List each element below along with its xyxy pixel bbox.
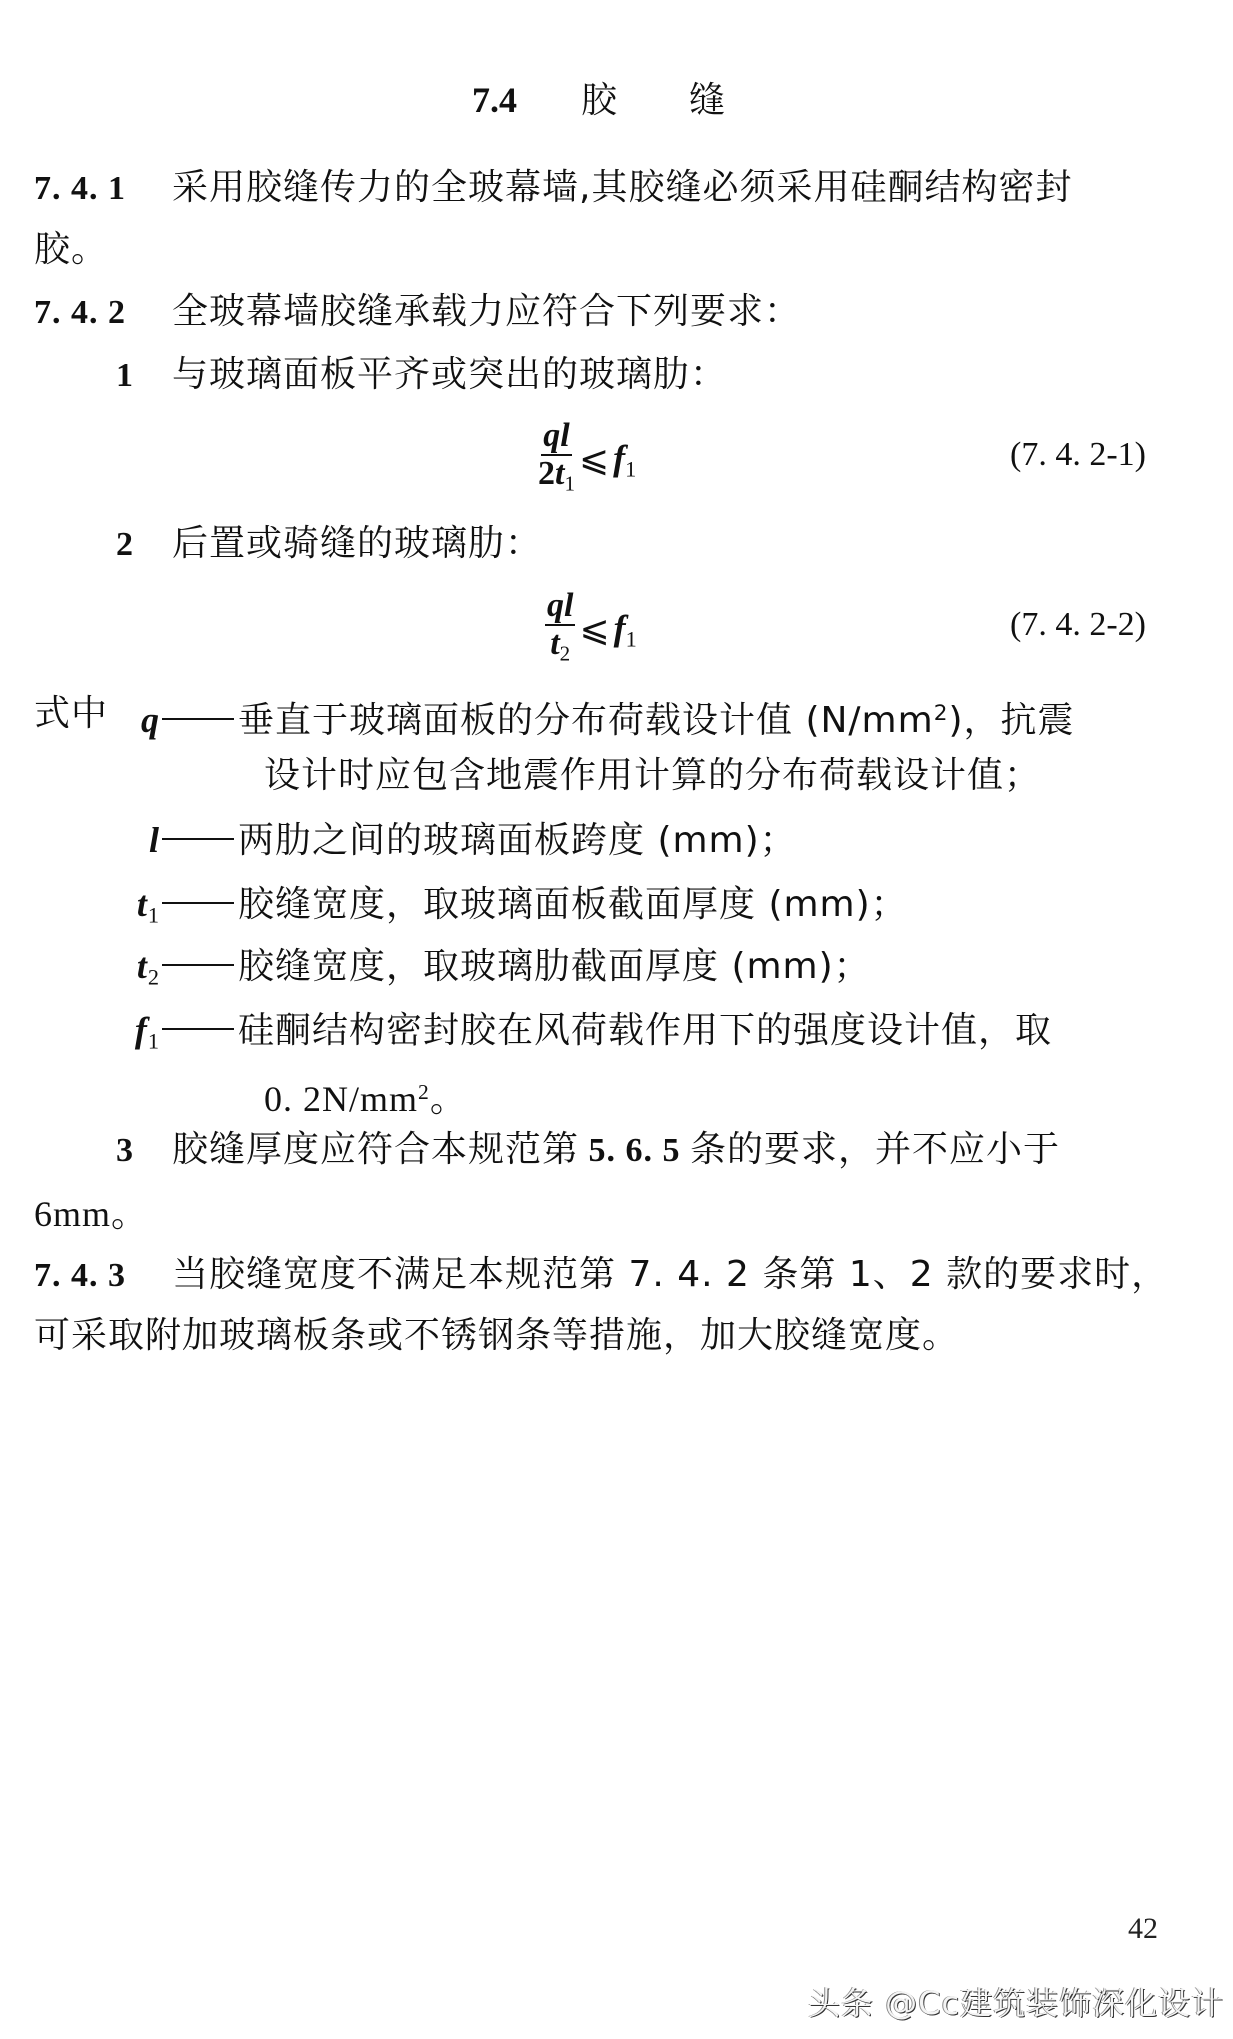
clause-text: 当胶缝宽度不满足本规范第 7. 4. 2 条第 1、2 款的要求时， [172, 1254, 1169, 1295]
fraction [545, 588, 575, 671]
where-label: 式中 [34, 693, 109, 734]
symbol-variable: $t_2$ [136, 946, 160, 990]
clause-7-4-3-line1 [34, 1253, 1168, 1298]
section-title-char-1: 胶 [580, 80, 617, 121]
rhs-subscript: 1 [625, 626, 637, 652]
denominator-variable: t [555, 455, 565, 492]
rhs [613, 437, 636, 483]
item-number: 2 [116, 526, 134, 563]
formula-7-4-2-1 [538, 418, 636, 501]
item-number: 1 [116, 357, 134, 394]
clause-7-4-3-line2: 可采取附加玻璃板条或不锈钢条等措施，加大胶缝宽度。 [34, 1315, 960, 1356]
rhs-variable: f [613, 607, 626, 648]
item-number: 3 [116, 1132, 134, 1169]
symbol-t2 [100, 944, 871, 1000]
formula-7-4-2-2 [545, 588, 637, 671]
clause-text: 全玻幕墙胶缝承载力应符合下列要求： [172, 291, 802, 332]
symbol-definition: 胶缝宽度，取玻璃肋截面厚度 (mm)； [238, 946, 871, 987]
symbol-f1 [100, 1008, 1052, 1064]
item-1 [116, 353, 727, 398]
equation-label-1: (7. 4. 2-1) [1010, 436, 1146, 473]
fraction [538, 418, 575, 501]
rhs [614, 607, 637, 653]
section-title [0, 72, 1233, 123]
symbol-variable: $t_1$ [136, 884, 160, 928]
section-title-char-2: 缝 [689, 80, 726, 121]
item-3 [116, 1128, 1060, 1173]
section-number: 7.4 [471, 80, 517, 120]
less-equal-symbol: ⩽ [579, 609, 610, 651]
less-equal-symbol: ⩽ [579, 439, 610, 481]
clause-number: 7. 4. 3 [34, 1257, 126, 1294]
denominator-subscript: 2 [559, 641, 571, 666]
symbol-f1-line2: 0. $2N/mm^2$。 [264, 1078, 467, 1119]
denominator-coefficient: 2 [538, 455, 555, 492]
symbol-definition: 两肋之间的玻璃面板跨度 (mm)； [238, 820, 797, 861]
symbol-variable: l [148, 820, 160, 860]
item-text: 后置或骑缝的玻璃肋： [172, 523, 543, 564]
page-number: 42 [1128, 1912, 1158, 1945]
item-3-line2: 6mm。 [34, 1194, 149, 1234]
clause-7-4-1-line1 [34, 166, 1072, 211]
rhs-subscript: 1 [625, 456, 637, 482]
item-2 [116, 522, 542, 567]
symbol-l [100, 818, 797, 863]
equation-label-2: (7. 4. 2-2) [1010, 606, 1146, 643]
numerator: ql [547, 587, 574, 624]
em-dash [162, 718, 234, 720]
symbol-definition: 胶缝宽度，取玻璃面板截面厚度 (mm)； [238, 884, 908, 925]
clause-7-4-1-line2: 胶。 [34, 229, 109, 270]
denominator [538, 456, 575, 501]
symbol-variable: q [141, 699, 160, 740]
denominator-subscript: 1 [564, 471, 575, 496]
denominator [550, 626, 570, 671]
symbol-q-line2: 设计时应包含地震作用计算的分布荷载设计值； [264, 755, 1042, 796]
clause-number: 7. 4. 1 [34, 170, 126, 207]
em-dash [162, 838, 234, 840]
em-dash [162, 1028, 234, 1030]
em-dash [162, 964, 234, 966]
symbol-t1 [100, 882, 908, 938]
symbol-variable: $f_1$ [134, 1010, 160, 1054]
denominator-variable: t [550, 625, 560, 662]
em-dash [162, 902, 234, 904]
item-text: 与玻璃面板平齐或突出的玻璃肋： [172, 354, 728, 395]
symbol-definition: 硅酮结构密封胶在风荷载作用下的强度设计值，取 [238, 1010, 1053, 1051]
rhs-variable: f [613, 437, 626, 478]
watermark: 头条 @Cc建筑装饰深化设计 [808, 1984, 1225, 2022]
item-text: 胶缝厚度应符合本规范第 5. 6. 5 条的要求，并不应小于 [172, 1129, 1061, 1170]
symbol-q [100, 692, 1074, 743]
clause-text: 采用胶缝传力的全玻幕墙,其胶缝必须采用硅酮结构密封 [172, 167, 1073, 208]
clause-7-4-2 [34, 290, 801, 335]
symbol-definition: 垂直于玻璃面板的分布荷载设计值 $(N/mm^2)$，抗震 [238, 699, 1075, 741]
clause-number: 7. 4. 2 [34, 294, 126, 331]
numerator: ql [543, 417, 570, 454]
